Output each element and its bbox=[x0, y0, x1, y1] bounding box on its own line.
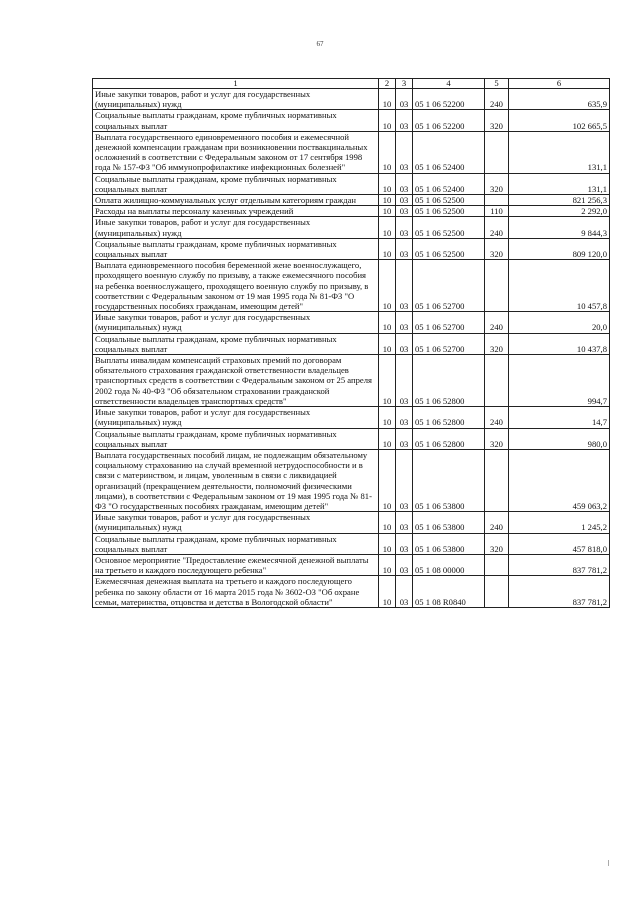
row-name: Ежемесячная денежная выплата на третьего и каждого последующего ребенка по закону области от 16 марта 2015 года № 3602-ОЗ "Об охране семьи, материнства, отцовства и детства в Вологодской области" bbox=[93, 576, 379, 608]
row-target-article: 05 1 06 52700 bbox=[413, 260, 485, 312]
row-expense-type bbox=[485, 554, 509, 575]
row-section: 10 bbox=[379, 554, 396, 575]
row-section: 10 bbox=[379, 195, 396, 206]
row-name: Основное мероприятие "Предоставление ежемесячной денежной выплаты на третьего и каждого последующего ребенка" bbox=[93, 554, 379, 575]
row-expense-type: 240 bbox=[485, 312, 509, 333]
row-subsection: 03 bbox=[396, 449, 413, 511]
row-target-article: 05 1 06 52500 bbox=[413, 238, 485, 259]
row-name: Выплата государственных пособий лицам, не подлежащим обязательному социальному страхованию на случай временной нетрудоспособности и в связи с материнством, и лицам, уволенным в связи с ликвидацией организаций (прекращением деятельности, полномочий физическими лицами), в соответствии с Федеральным законом от 19 мая 1995 года № 81-ФЗ "О государственных пособиях гражданам, имеющим детей" bbox=[93, 449, 379, 511]
row-subsection: 03 bbox=[396, 217, 413, 238]
row-name: Социальные выплаты гражданам, кроме публичных нормативных социальных выплат bbox=[93, 238, 379, 259]
row-subsection: 03 bbox=[396, 131, 413, 173]
row-subsection: 03 bbox=[396, 110, 413, 131]
margin-mark bbox=[608, 860, 609, 866]
row-name: Иные закупки товаров, работ и услуг для государственных (муниципальных) нужд bbox=[93, 89, 379, 110]
row-subsection: 03 bbox=[396, 407, 413, 428]
row-target-article: 05 1 06 52700 bbox=[413, 333, 485, 354]
row-subsection: 03 bbox=[396, 312, 413, 333]
row-name: Иные закупки товаров, работ и услуг для государственных (муниципальных) нужд bbox=[93, 407, 379, 428]
row-expense-type bbox=[485, 576, 509, 608]
table-row bbox=[93, 449, 610, 511]
row-expense-type: 240 bbox=[485, 89, 509, 110]
row-subsection: 03 bbox=[396, 333, 413, 354]
table-row bbox=[93, 173, 610, 194]
row-expense-type: 320 bbox=[485, 173, 509, 194]
row-subsection: 03 bbox=[396, 428, 413, 449]
row-name: Социальные выплаты гражданам, кроме публичных нормативных социальных выплат bbox=[93, 533, 379, 554]
row-section: 10 bbox=[379, 312, 396, 333]
row-target-article: 05 1 06 52200 bbox=[413, 110, 485, 131]
header-col-6: 6 bbox=[509, 79, 610, 89]
header-col-1: 1 bbox=[93, 79, 379, 89]
row-expense-type: 320 bbox=[485, 428, 509, 449]
budget-table bbox=[92, 78, 610, 608]
row-section: 10 bbox=[379, 110, 396, 131]
row-name: Расходы на выплаты персоналу казенных учреждений bbox=[93, 206, 379, 217]
table-row bbox=[93, 89, 610, 110]
row-target-article: 05 1 06 52800 bbox=[413, 428, 485, 449]
row-amount: 9 844,3 bbox=[509, 217, 610, 238]
row-subsection: 03 bbox=[396, 533, 413, 554]
row-target-article: 05 1 06 53800 bbox=[413, 449, 485, 511]
row-name: Социальные выплаты гражданам, кроме публичных нормативных социальных выплат bbox=[93, 428, 379, 449]
table-row bbox=[93, 355, 610, 407]
row-amount: 10 457,8 bbox=[509, 260, 610, 312]
row-amount: 459 063,2 bbox=[509, 449, 610, 511]
row-section: 10 bbox=[379, 576, 396, 608]
row-expense-type: 320 bbox=[485, 533, 509, 554]
row-amount: 457 818,0 bbox=[509, 533, 610, 554]
table-row bbox=[93, 195, 610, 206]
row-target-article: 05 1 06 52500 bbox=[413, 217, 485, 238]
row-amount: 131,1 bbox=[509, 173, 610, 194]
table-row bbox=[93, 512, 610, 533]
table-row bbox=[93, 238, 610, 259]
row-amount: 20,0 bbox=[509, 312, 610, 333]
row-expense-type bbox=[485, 449, 509, 511]
table-row bbox=[93, 110, 610, 131]
row-section: 10 bbox=[379, 333, 396, 354]
table-row bbox=[93, 428, 610, 449]
row-expense-type: 240 bbox=[485, 407, 509, 428]
row-subsection: 03 bbox=[396, 206, 413, 217]
row-section: 10 bbox=[379, 89, 396, 110]
row-amount: 2 292,0 bbox=[509, 206, 610, 217]
row-target-article: 05 1 06 52400 bbox=[413, 131, 485, 173]
table-row bbox=[93, 131, 610, 173]
row-amount: 14,7 bbox=[509, 407, 610, 428]
page-number: 67 bbox=[316, 40, 324, 48]
row-target-article: 05 1 06 52700 bbox=[413, 312, 485, 333]
row-section: 10 bbox=[379, 217, 396, 238]
row-subsection: 03 bbox=[396, 576, 413, 608]
header-col-3: 3 bbox=[396, 79, 413, 89]
row-section: 10 bbox=[379, 238, 396, 259]
row-name: Выплаты инвалидам компенсаций страховых премий по договорам обязательного страхования гражданской ответственности владельцев транспортных средств в соответствии с Федеральным законом от 25 апреля 2002 года № 40-ФЗ "Об обязательном страховании гражданской ответственности владельцев транспортных средств" bbox=[93, 355, 379, 407]
table-row bbox=[93, 260, 610, 312]
row-name: Социальные выплаты гражданам, кроме публичных нормативных социальных выплат bbox=[93, 110, 379, 131]
row-expense-type bbox=[485, 131, 509, 173]
row-section: 10 bbox=[379, 206, 396, 217]
row-section: 10 bbox=[379, 533, 396, 554]
table-row bbox=[93, 533, 610, 554]
table-row bbox=[93, 333, 610, 354]
row-subsection: 03 bbox=[396, 195, 413, 206]
table-row bbox=[93, 407, 610, 428]
row-subsection: 03 bbox=[396, 512, 413, 533]
row-expense-type bbox=[485, 355, 509, 407]
table-body bbox=[93, 89, 610, 608]
row-name: Иные закупки товаров, работ и услуг для государственных (муниципальных) нужд bbox=[93, 217, 379, 238]
row-expense-type bbox=[485, 195, 509, 206]
header-col-2: 2 bbox=[379, 79, 396, 89]
header-col-4: 4 bbox=[413, 79, 485, 89]
table-row bbox=[93, 217, 610, 238]
row-target-article: 05 1 06 52200 bbox=[413, 89, 485, 110]
row-target-article: 05 1 06 52800 bbox=[413, 355, 485, 407]
row-name: Социальные выплаты гражданам, кроме публичных нормативных социальных выплат bbox=[93, 173, 379, 194]
row-expense-type: 240 bbox=[485, 512, 509, 533]
row-section: 10 bbox=[379, 512, 396, 533]
row-section: 10 bbox=[379, 131, 396, 173]
row-expense-type: 320 bbox=[485, 238, 509, 259]
header-col-5: 5 bbox=[485, 79, 509, 89]
row-amount: 837 781,2 bbox=[509, 554, 610, 575]
table-row bbox=[93, 312, 610, 333]
row-subsection: 03 bbox=[396, 173, 413, 194]
table-row bbox=[93, 576, 610, 608]
row-target-article: 05 1 06 53800 bbox=[413, 512, 485, 533]
table-row bbox=[93, 554, 610, 575]
row-name: Социальные выплаты гражданам, кроме публичных нормативных социальных выплат bbox=[93, 333, 379, 354]
row-section: 10 bbox=[379, 407, 396, 428]
row-amount: 837 781,2 bbox=[509, 576, 610, 608]
row-amount: 1 245,2 bbox=[509, 512, 610, 533]
row-name: Оплата жилищно-коммунальных услуг отдельным категориям граждан bbox=[93, 195, 379, 206]
row-amount: 994,7 bbox=[509, 355, 610, 407]
row-subsection: 03 bbox=[396, 260, 413, 312]
row-target-article: 05 1 06 52500 bbox=[413, 206, 485, 217]
table-row bbox=[93, 206, 610, 217]
row-amount: 635,9 bbox=[509, 89, 610, 110]
row-subsection: 03 bbox=[396, 89, 413, 110]
row-section: 10 bbox=[379, 449, 396, 511]
row-amount: 10 437,8 bbox=[509, 333, 610, 354]
table-header-row bbox=[93, 79, 610, 89]
row-section: 10 bbox=[379, 173, 396, 194]
row-target-article: 05 1 08 00000 bbox=[413, 554, 485, 575]
row-section: 10 bbox=[379, 355, 396, 407]
row-amount: 980,0 bbox=[509, 428, 610, 449]
row-amount: 821 256,3 bbox=[509, 195, 610, 206]
row-name: Выплата государственного единовременного пособия и ежемесячной денежной компенсации гражданам при возникновении поствакцинальных осложнений в соответствии с Федеральным законом от 17 сентября 1998 года № 157-ФЗ "Об иммунопрофилактике инфекционных болезней" bbox=[93, 131, 379, 173]
row-expense-type: 240 bbox=[485, 217, 509, 238]
row-subsection: 03 bbox=[396, 355, 413, 407]
row-amount: 131,1 bbox=[509, 131, 610, 173]
row-amount: 102 665,5 bbox=[509, 110, 610, 131]
row-target-article: 05 1 06 53800 bbox=[413, 533, 485, 554]
row-target-article: 05 1 06 52400 bbox=[413, 173, 485, 194]
row-subsection: 03 bbox=[396, 238, 413, 259]
row-target-article: 05 1 08 R0840 bbox=[413, 576, 485, 608]
row-name: Иные закупки товаров, работ и услуг для государственных (муниципальных) нужд bbox=[93, 512, 379, 533]
row-target-article: 05 1 06 52800 bbox=[413, 407, 485, 428]
row-expense-type: 320 bbox=[485, 110, 509, 131]
row-name: Выплата единовременного пособия беременной жене военнослужащего, проходящего военную службу по призыву, а также ежемесячного пособия на ребенка военнослужащего, проходящего военную службу по призыву, в соответствии с Федеральным законом от 19 мая 1995 года № 81-ФЗ "О государственных пособиях гражданам, имеющим детей" bbox=[93, 260, 379, 312]
row-name: Иные закупки товаров, работ и услуг для государственных (муниципальных) нужд bbox=[93, 312, 379, 333]
row-expense-type: 320 bbox=[485, 333, 509, 354]
row-expense-type bbox=[485, 260, 509, 312]
row-subsection: 03 bbox=[396, 554, 413, 575]
row-expense-type: 110 bbox=[485, 206, 509, 217]
row-target-article: 05 1 06 52500 bbox=[413, 195, 485, 206]
row-amount: 809 120,0 bbox=[509, 238, 610, 259]
row-section: 10 bbox=[379, 260, 396, 312]
row-section: 10 bbox=[379, 428, 396, 449]
